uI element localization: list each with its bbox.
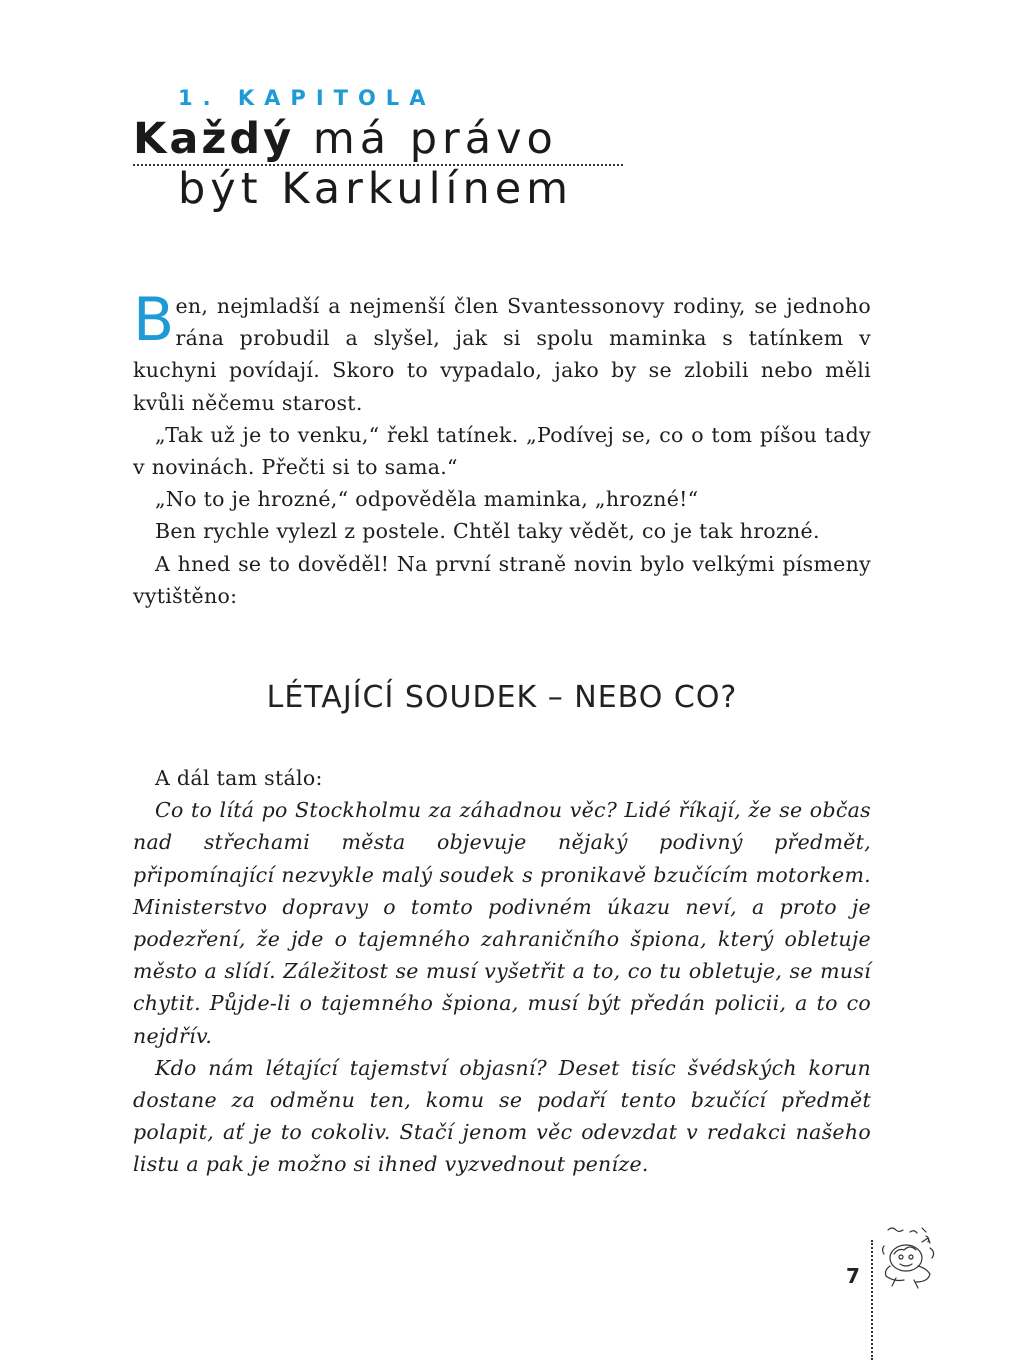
article-quote-paragraph: Kdo nám létající tajemství objasní? Deset tisíc švédských korun dostane za odměnu ten, komu se podaří tento bzučící předmět polapit, ať je to cokoliv. Stačí jenom věc odevzdat v redakci našeho listu a pak je možno si ihned vyzvednout peníze. <box>133 1055 871 1177</box>
chapter-title-bold: Každý <box>133 114 295 164</box>
paragraph <box>133 285 871 419</box>
page-number: 7 <box>846 1264 860 1288</box>
paragraph: Ben rychle vylezl z postele. Chtěl taky vědět, co je tak hrozné. <box>155 519 820 544</box>
paragraph: „Tak už je to venku,“ řekl tatínek. „Podívej se, co o tom píšou tady v novinách. Přečti si to sama.“ <box>133 422 871 480</box>
drop-cap: B <box>133 285 175 355</box>
chapter-title-line-1 <box>133 114 623 166</box>
opening-text <box>133 285 871 612</box>
chapter-title-rest: má právo <box>312 114 558 164</box>
article-quote-paragraph: Co to lítá po Stockholmu za záhadnou věc? Lidé říkají, že se občas nad střechami města objevuje nějaký podivný předmět, připomínající nezvykle malý soudek s pronikavě bzučícím motorkem. Ministerstvo dopravy o tomto podivném úkazu neví, a proto je podezření, že jde o tajemného zahraničního špiona, který obletuje město a slídí. Záležitost se musí vyšetřit a to, co tu obletuje, se musí chytit. Půjde-li o tajemného špiona, musí být předán policii, a to co nejdřív. <box>133 798 871 1048</box>
article-text <box>133 762 871 1181</box>
chapter-title-line-2: být Karkulínem <box>178 164 574 214</box>
paragraph: „No to je hrozné,“ odpověděla maminka, „hrozné!“ <box>155 487 699 512</box>
karlsson-sketch-icon <box>878 1224 940 1290</box>
paragraph-text: en, nejmladší a nejmenší člen Svantessonovy rodiny, se jednoho rána probudil a slyšel, jak si spolu maminka s tatínkem v kuchyni povídají. Skoro to vypadalo, jako by se zlobili nebo měli kvůli něčemu starost. <box>133 294 871 415</box>
page-margin-rule <box>871 1240 873 1360</box>
newspaper-headline: LÉTAJÍCÍ SOUDEK – NEBO CO? <box>266 680 738 715</box>
paragraph: A dál tam stálo: <box>155 766 323 790</box>
paragraph: A hned se to dověděl! Na první straně novin bylo velkými písmeny vytištěno: <box>133 551 871 608</box>
chapter-label: 1. KAPITOLA <box>178 86 436 110</box>
